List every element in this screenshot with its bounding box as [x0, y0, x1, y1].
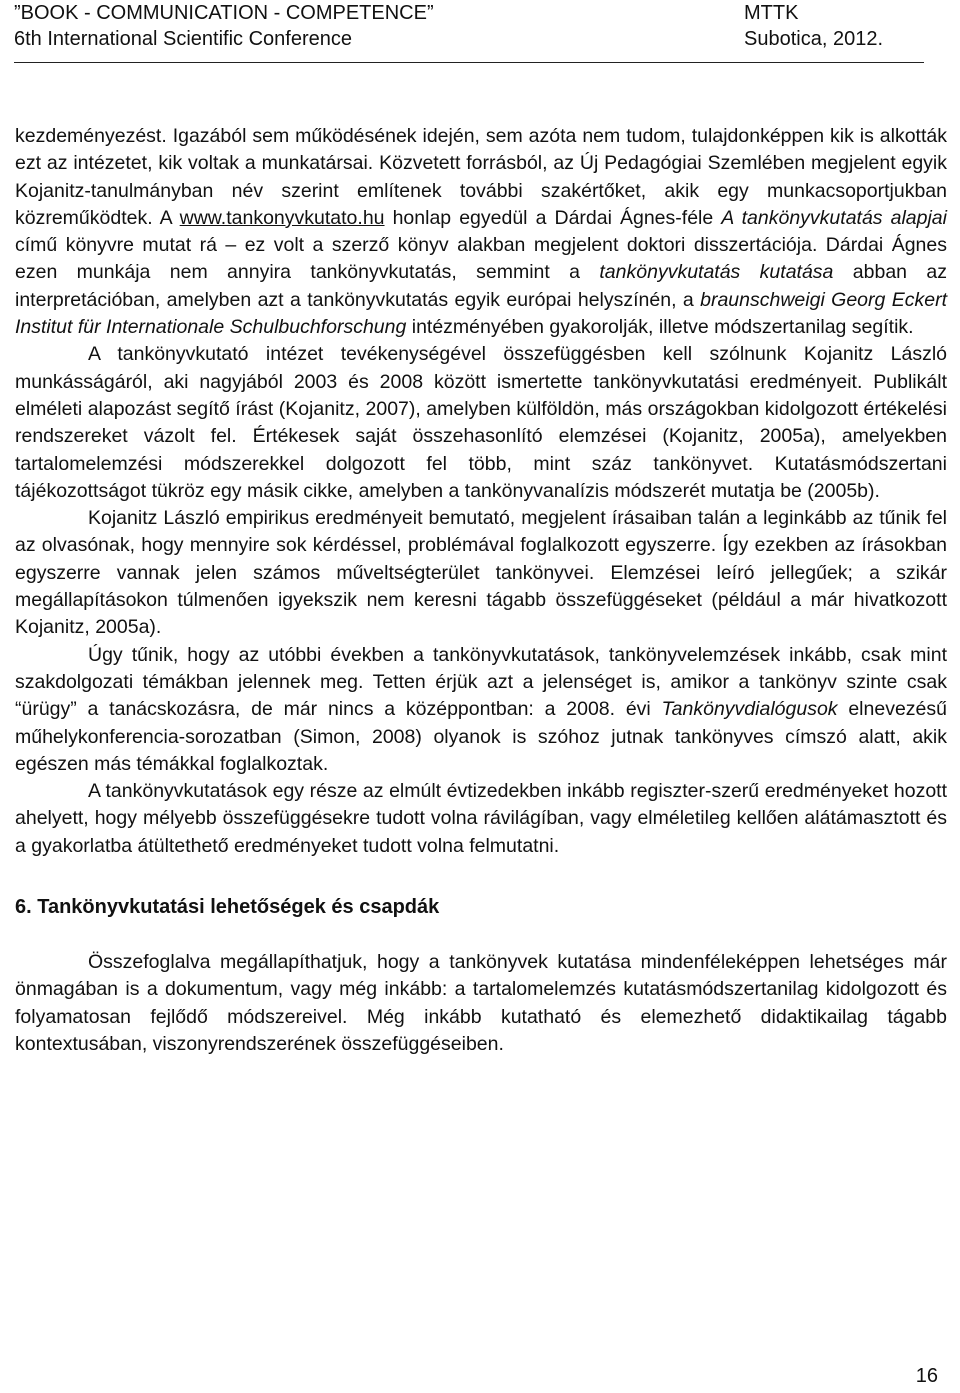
- paragraph-4: [15, 642, 947, 778]
- paragraph-5: A tankönyvkutatások egy része az elmúlt évtizedekben inkább regiszter-szerű eredményeket hozott ahelyett, hogy mélyebb összefüggésekre tudott volna rávilágíban, vagy elméletileg kellően alátámasztott és a gyakorlatba átültethető eredményeket tudott volna felmutatni.: [15, 780, 947, 857]
- section-heading: 6. Tankönyvkutatási lehetőségek és csapdák: [15, 896, 440, 919]
- website-link[interactable]: www.tankonyvkutato.hu: [179, 206, 385, 229]
- paragraph-6: Összefoglalva megállapíthatjuk, hogy a tankönyvek kutatása mindenféleképpen lehetséges már önmagában is a dokumentum, vagy még inkább: a tartalomelemzés kutatásmódszertanilag kidolgozott és folyamatosan fejlődő módszereivel. Még inkább kutatható és elemezhető didaktikailag tágabb kontextusában, viszonyrendszerének összefüggéseiben.: [15, 951, 947, 1055]
- page-header: [14, 0, 924, 63]
- paragraph-1: [15, 123, 947, 341]
- paragraph-1-text-d: abban az interpretációban, amelyben azt a tankönyvkutatás egyik európai helyszínén, a: [15, 261, 947, 311]
- paragraph-4-text-a: Úgy tűnik, hogy az utóbbi években a tankönyvkutatások, tankönyvelemzések inkább, csak mint szakdolgozati témákban jelennek meg. Tetten érjük azt a jelenséget is, amikor a tankönyv szinte csak “ürügy” a tanácskozásra, de már nincs a középpontban: a 2008. évi: [15, 643, 947, 721]
- book-title: A tankönyvkutatás alapjai: [721, 206, 947, 229]
- page-number: 16: [915, 1365, 938, 1387]
- italic-phrase: tankönyvkutatás kutatása: [599, 261, 834, 284]
- paragraph-1-text-a: kezdeményezést. Igazából sem működésének idején, sem azóta nem tudom, tulajdonképpen kik is alkották ezt az intézetet, kik voltak a munkatársai. Közvetett forrásból, az Új Pedagógiai Szemlében megjelent egyik Kojanitz-tanulmányban név szerint említenek további szakértőket, akik egy munkacsoportjukban közreműködtek. A: [15, 125, 947, 229]
- paragraph-3: Kojanitz László empirikus eredményeit bemutató, megjelent írásaiban talán a leginkább az tűnik fel az olvasónak, hogy mennyire sok kérdéssel, problémával foglalkozott egyszerre. Így ezekben az írásokban egyszerre vannak jelen számos műveltségterület tankönyvei. Elemzései leíró jellegűek; a szikár megállapításokon túlmenően igyekszik nem keresni tágabb összefüggéseket (például a már hivatkozott Kojanitz, 2005a).: [15, 507, 947, 639]
- paragraph-2: A tankönyvkutató intézet tevékenységével összefüggésben kell szólnunk Kojanitz László munkásságáról, aki nagyjából 2003 és 2008 között ismertette tankönyvkutatási eredményeit. Publikált elméleti alapozást segítő írást (Kojanitz, 2007), amelyben külföldön, más országokban kidolgozott értékelési rendszereket vázolt fel. Értékesek saját összehasonlító elemzései (Kojanitz, 2005a), amelyekben tartalomelemzési módszerekkel dolgozott fel több, mint száz tankönyvet. Kutatásmódszertani tájékozottságot tükröz egy másik cikke, amelyben a tankönyvanalízis módszerét mutatja be (2005b).: [15, 343, 947, 502]
- faculty-name: MTTK: [744, 2, 799, 24]
- conference-series-title: Tankönyvdialógusok: [661, 698, 838, 721]
- conference-title: ”BOOK - COMMUNICATION - COMPETENCE”: [14, 2, 434, 24]
- header-row-2: [14, 26, 924, 52]
- paragraph-1-text-b: honlap egyedül a Dárdai Ágnes-féle: [384, 206, 722, 229]
- paragraph-1-text-e: intézményében gyakorolják, illetve módszertanilag segítik.: [406, 316, 914, 339]
- conference-location-year: Subotica, 2012.: [744, 28, 883, 50]
- institute-name: braunschweigi Georg Eckert Institut für Internationale Schulbuchforschung: [15, 288, 948, 339]
- header-row-1: [14, 0, 924, 26]
- paragraph-4-text-b: elnevezésű műhelykonferencia-sorozatban (Simon, 2008) olyanok is szóhoz jutnak tankönyves címszó alatt, akik egészen más témákkal foglalkoztak.: [15, 698, 947, 775]
- conference-subtitle: 6th International Scientific Conference: [14, 28, 352, 50]
- paragraph-1-text-c: című könyvre mutat rá – ez volt a szerző könyv alakban megjelent doktori disszertációja. Dárdai Ágnes ezen munkája nem annyira tankönyvkutatás, semmint a: [15, 234, 947, 284]
- page-body: [15, 123, 947, 1058]
